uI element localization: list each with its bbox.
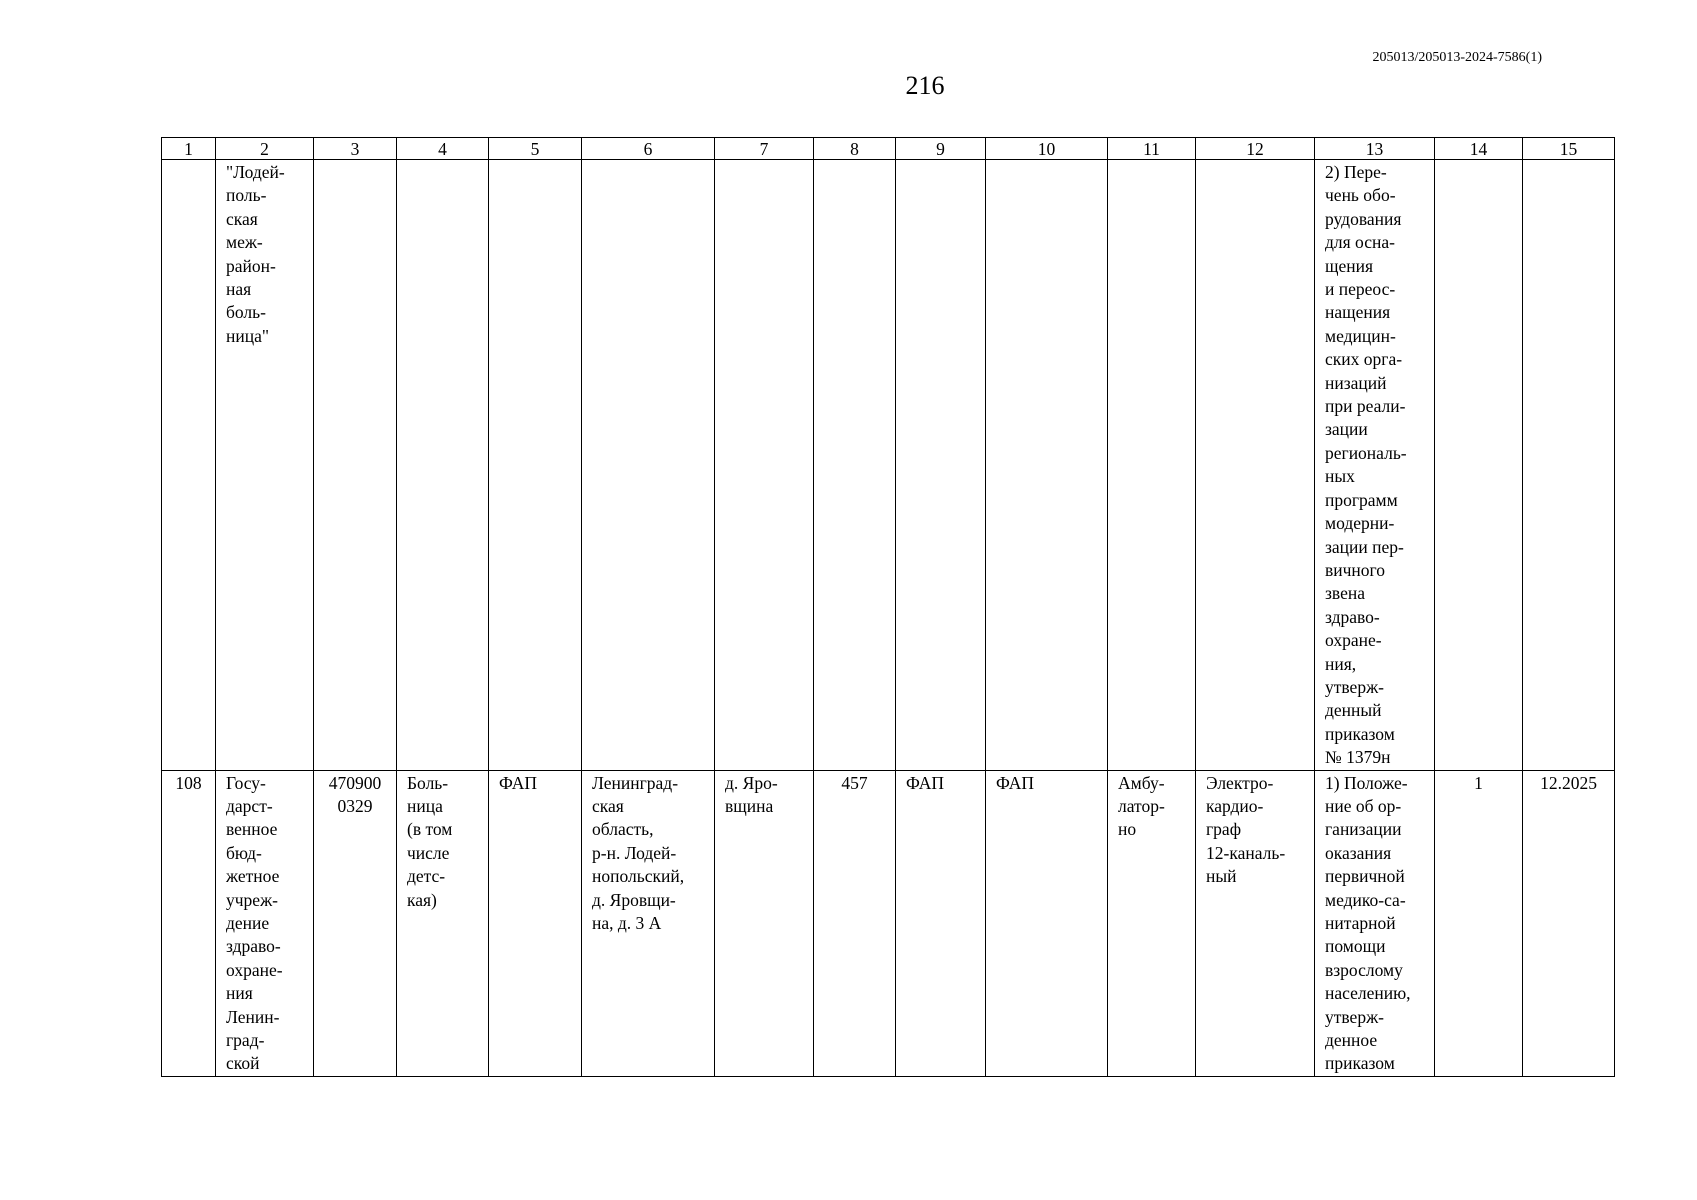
table-cell	[1523, 160, 1615, 771]
cell-line: утверж-	[1325, 1006, 1384, 1027]
table-header-row	[162, 138, 1615, 160]
cell-line: денный	[1325, 700, 1382, 721]
header-cell: 8	[814, 138, 896, 160]
cell-line: дарст-	[226, 795, 273, 816]
cell-line: граф	[1206, 819, 1242, 840]
header-cell: 12	[1196, 138, 1315, 160]
cell-line: щения	[1325, 255, 1374, 276]
header-cell: 1	[162, 138, 216, 160]
page-number: 216	[905, 71, 945, 100]
cell-line: и переос-	[1325, 279, 1396, 300]
cell-line: 470900	[328, 772, 382, 793]
cell-line: 12-каналь-	[1206, 842, 1286, 863]
data-table	[161, 137, 1615, 1077]
table-row-108	[162, 770, 1615, 1076]
cell-line: Госу-	[226, 772, 266, 793]
subdivision-cell: ФАП	[489, 770, 582, 1076]
cell-line: здраво-	[226, 936, 281, 957]
cell-line: латор-	[1118, 795, 1165, 816]
locality-cell	[715, 770, 814, 1076]
date-cell: 12.2025	[1523, 770, 1615, 1076]
table-cell	[162, 160, 216, 771]
cell-line: Электро-	[1206, 772, 1274, 793]
table-cell	[986, 160, 1108, 771]
cell-line: 2) Пере-	[1325, 162, 1387, 182]
equipment-cell	[1196, 770, 1315, 1076]
cell-line: Ленинград-	[592, 772, 679, 793]
cell-line: помощи	[1325, 936, 1386, 957]
cell-line: охране-	[226, 959, 283, 980]
org-name-cell	[216, 160, 314, 771]
cell-line: № 1379н	[1325, 747, 1391, 768]
cell-line: нопольский,	[592, 866, 685, 887]
header-cell: 7	[715, 138, 814, 160]
cell-line: ных	[1325, 466, 1355, 487]
cell-line: р-н. Лодей-	[592, 842, 677, 863]
table-cell	[896, 160, 986, 771]
cell-line: дение	[226, 913, 270, 933]
header-cell: 5	[489, 138, 582, 160]
table-cell	[1435, 160, 1523, 771]
row-number-cell: 108	[162, 770, 216, 1076]
cell-line: первичной	[1325, 866, 1405, 887]
cell-line: д. Яровщи-	[592, 889, 676, 910]
cell-line: приказом	[1325, 723, 1395, 744]
table-cell	[314, 160, 397, 771]
header-cell: 14	[1435, 138, 1523, 160]
cell-line: боль-	[226, 302, 266, 323]
population-cell: 457	[814, 770, 896, 1076]
cell-line: поль-	[226, 185, 267, 206]
table-cell	[397, 160, 489, 771]
cell-line: Боль-	[407, 772, 449, 793]
cell-line: град-	[226, 1030, 265, 1051]
cell-line: нитарной	[1325, 913, 1396, 933]
cell-line: кардио-	[1206, 795, 1264, 816]
cell-line: взрослому	[1325, 959, 1403, 980]
cell-line: д. Яро-	[725, 772, 778, 793]
cell-line: региональ-	[1325, 442, 1407, 463]
cell-line: ница	[407, 795, 443, 816]
cell-line: медико-са-	[1325, 889, 1406, 910]
type-cell: ФАП	[896, 770, 986, 1076]
header-cell: 10	[986, 138, 1108, 160]
document-id: 205013/205013-2024-7586(1)	[1372, 50, 1542, 65]
cell-line: ница"	[226, 325, 270, 346]
cell-line: зации	[1325, 419, 1368, 440]
cell-line: детс-	[407, 866, 446, 887]
cell-line: модерни-	[1325, 513, 1395, 534]
cell-line: район-	[226, 255, 276, 276]
header-cell: 15	[1523, 138, 1615, 160]
cell-line: Ленин-	[226, 1006, 280, 1027]
org-name-cell	[216, 770, 314, 1076]
cell-line: числе	[407, 842, 450, 863]
regulation-cell	[1315, 770, 1435, 1076]
code-cell	[314, 770, 397, 1076]
cell-line: учреж-	[226, 889, 278, 910]
cell-line: кая)	[407, 889, 437, 910]
cell-line: утверж-	[1325, 676, 1384, 697]
cell-line: ской	[226, 1053, 260, 1074]
cell-line: низаций	[1325, 372, 1387, 393]
cell-line: 0329	[337, 795, 373, 816]
cell-line: чень обо-	[1325, 185, 1396, 206]
table-cell	[1108, 160, 1196, 771]
cell-line: на, д. 3 А	[592, 913, 662, 933]
header-cell: 13	[1315, 138, 1435, 160]
cell-line: денное	[1325, 1030, 1378, 1051]
cell-line: программ	[1325, 489, 1398, 510]
cell-line: (в том	[407, 819, 453, 840]
table-cell	[489, 160, 582, 771]
care-condition-cell	[1108, 770, 1196, 1076]
cell-line: область,	[592, 819, 654, 840]
header-cell: 11	[1108, 138, 1196, 160]
table-cell	[715, 160, 814, 771]
cell-line: вичного	[1325, 559, 1386, 580]
cell-line: Амбу-	[1118, 772, 1165, 793]
cell-line: охране-	[1325, 630, 1382, 651]
cell-line: ние об ор-	[1325, 795, 1402, 816]
cell-line: 1) Положе-	[1325, 772, 1408, 793]
cell-line: ная	[226, 279, 252, 300]
cell-line: но	[1118, 819, 1137, 840]
cell-line: приказом	[1325, 1053, 1395, 1074]
cell-line: звена	[1325, 583, 1365, 604]
header-cell: 4	[397, 138, 489, 160]
cell-line: оказания	[1325, 842, 1392, 863]
cell-line: "Лодей-	[226, 162, 285, 182]
header-cell: 3	[314, 138, 397, 160]
cell-line: ских орга-	[1325, 349, 1403, 370]
cell-line: медицин-	[1325, 325, 1396, 346]
cell-line: ный	[1206, 866, 1237, 887]
cell-line: вщина	[725, 795, 774, 816]
header-cell: 6	[582, 138, 715, 160]
cell-line: ганизации	[1325, 819, 1402, 840]
cell-line: здраво-	[1325, 606, 1380, 627]
cell-line: ния,	[1325, 653, 1357, 674]
cell-line: меж-	[226, 232, 263, 253]
cell-line: для осна-	[1325, 232, 1395, 253]
regulation-cell	[1315, 160, 1435, 771]
table-cell	[814, 160, 896, 771]
cell-line: венное	[226, 819, 278, 840]
cell-line: нащения	[1325, 302, 1391, 323]
cell-line: рудования	[1325, 208, 1402, 229]
unit-cell: ФАП	[986, 770, 1108, 1076]
cell-line: населению,	[1325, 983, 1411, 1004]
address-cell	[582, 770, 715, 1076]
table-cell	[582, 160, 715, 771]
facility-type-cell	[397, 770, 489, 1076]
header-cell: 9	[896, 138, 986, 160]
cell-line: ская	[592, 795, 624, 816]
header-cell: 2	[216, 138, 314, 160]
cell-line: ская	[226, 208, 258, 229]
quantity-cell: 1	[1435, 770, 1523, 1076]
table-row-continued	[162, 160, 1615, 771]
cell-line: бюд-	[226, 842, 262, 863]
cell-line: ния	[226, 983, 253, 1004]
cell-line: при реали-	[1325, 396, 1406, 417]
cell-line: зации пер-	[1325, 536, 1404, 557]
table-cell	[1196, 160, 1315, 771]
cell-line: жетное	[226, 866, 280, 887]
